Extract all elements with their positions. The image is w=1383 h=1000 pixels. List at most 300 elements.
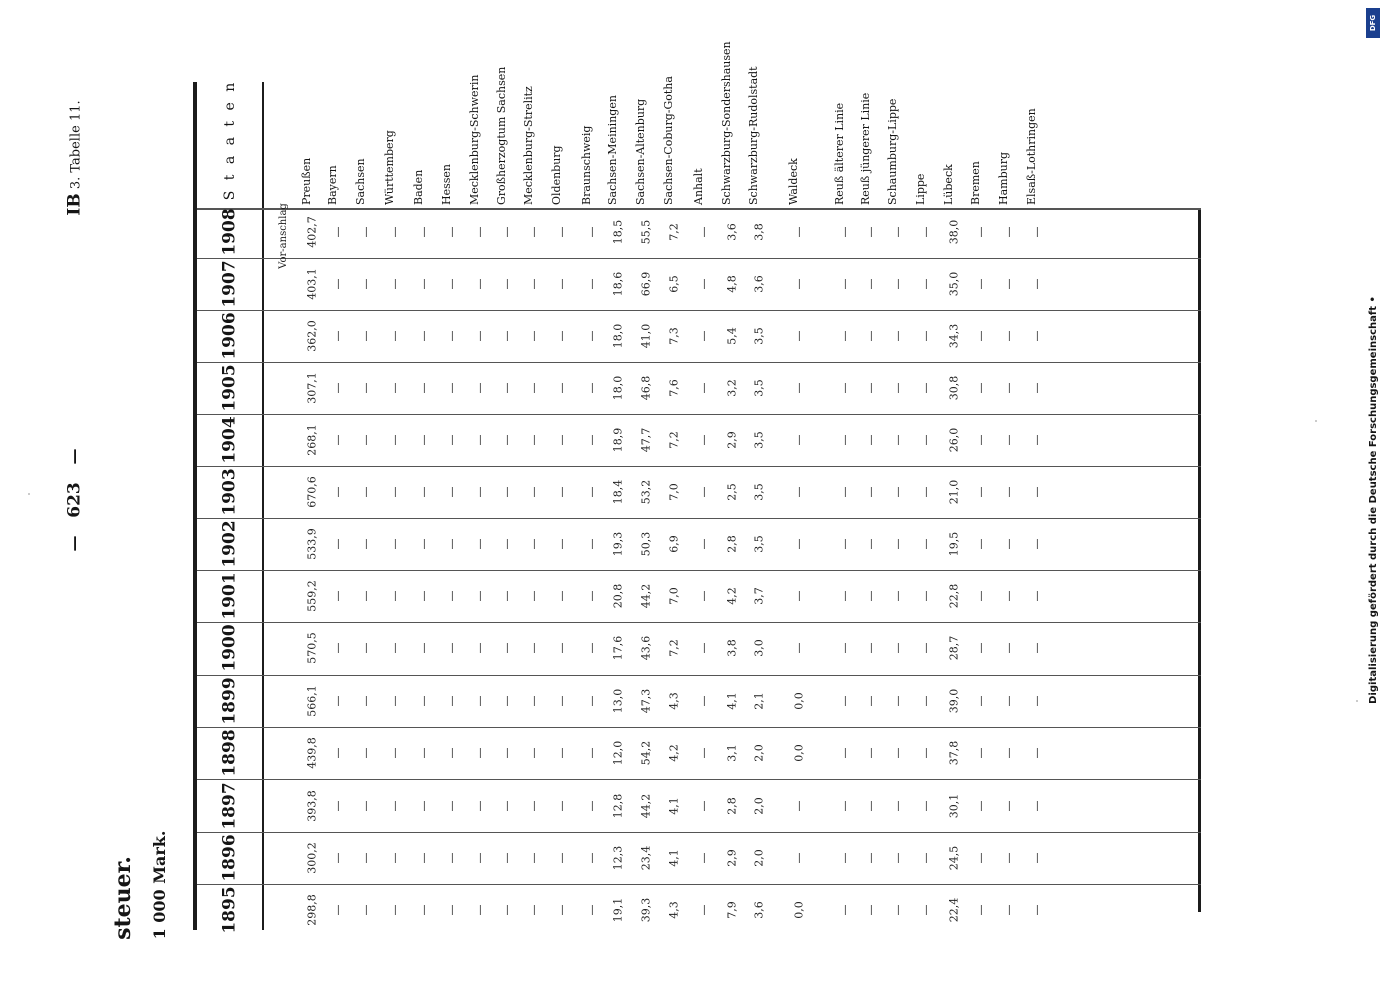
table-cell: — (919, 852, 933, 864)
table-cell: — (864, 800, 878, 812)
table-cell: — (1002, 642, 1016, 654)
table-cell: 7,9 (725, 901, 739, 919)
table-cell: — (891, 486, 905, 498)
table-cell: 22,4 (947, 897, 961, 923)
table-cell: — (331, 278, 345, 290)
table-cell: 7,2 (667, 431, 681, 449)
table-cell: — (555, 486, 569, 498)
table-cell: — (974, 747, 988, 759)
table-cell: — (838, 590, 852, 602)
table-cell: — (445, 747, 459, 759)
table-cell: — (417, 904, 431, 916)
table-cell: — (331, 695, 345, 707)
table-cell: — (792, 486, 806, 498)
table-cell: — (388, 747, 402, 759)
table-cell: — (555, 226, 569, 238)
state-name: Preußen (300, 157, 313, 205)
table-cell: 298,8 (305, 894, 319, 926)
table-cell: 46,8 (639, 375, 653, 401)
table-cell: — (445, 590, 459, 602)
table-cell: — (388, 330, 402, 342)
table-cell: — (919, 486, 933, 498)
table-cell: — (891, 330, 905, 342)
table-cell: — (919, 538, 933, 550)
table-cell: — (974, 226, 988, 238)
table-cell: — (792, 800, 806, 812)
table-cell: — (500, 330, 514, 342)
table-cell: — (919, 278, 933, 290)
table-cell: — (417, 434, 431, 446)
state-name: Schwarzburg-Rudolstadt (747, 66, 760, 205)
table-cell: — (838, 382, 852, 394)
table-cell: — (445, 278, 459, 290)
table-cell: 19,5 (947, 531, 961, 557)
table-cell: 3,8 (725, 639, 739, 657)
table-cell: — (331, 642, 345, 654)
table-cell: — (359, 904, 373, 916)
table-cell: — (527, 695, 541, 707)
table-cell: — (388, 642, 402, 654)
table-cell: — (359, 800, 373, 812)
table-cell: — (555, 852, 569, 864)
table-cell: — (473, 330, 487, 342)
table-cell: — (697, 226, 711, 238)
table-cell: — (1002, 800, 1016, 812)
table-cell: — (359, 852, 373, 864)
table-cell: — (417, 382, 431, 394)
year-header: 1900 (219, 624, 240, 672)
table-cell: — (1002, 278, 1016, 290)
table-bottom-rule (1198, 208, 1201, 912)
table-cell: 23,4 (639, 845, 653, 871)
table-cell: — (359, 538, 373, 550)
table-cell: — (919, 747, 933, 759)
table-cell: — (331, 747, 345, 759)
state-name: Elsaß-Lothringen (1025, 108, 1038, 205)
table-cell: — (838, 330, 852, 342)
table-cell: — (974, 800, 988, 812)
table-cell: — (555, 278, 569, 290)
table-cell: — (585, 852, 599, 864)
table-cell: 3,5 (752, 535, 766, 553)
table-cell: — (697, 486, 711, 498)
table-cell: 2,5 (725, 483, 739, 501)
table-cell: — (891, 642, 905, 654)
table-cell: — (388, 538, 402, 550)
page-title: steuer. (110, 856, 136, 940)
table-reference (64, 100, 85, 216)
table-cell: — (697, 590, 711, 602)
table-cell: — (697, 278, 711, 290)
table-cell: — (473, 747, 487, 759)
table-cell: 7,0 (667, 587, 681, 605)
dfg-credit: Digitalisierung gefördert durch die Deutsche Forschungsgemeinschaft • (1368, 296, 1379, 704)
table-cell: — (500, 382, 514, 394)
state-name: Sachsen (354, 158, 367, 205)
table-cell: — (445, 226, 459, 238)
table-cell: 3,6 (752, 275, 766, 293)
table-reference-prefix: IB (64, 193, 85, 216)
table-cell: — (473, 590, 487, 602)
state-name: Oldenburg (550, 145, 563, 205)
table-cell: — (792, 642, 806, 654)
table-cell: 30,1 (947, 793, 961, 819)
table-cell: — (555, 800, 569, 812)
table-cell: — (473, 278, 487, 290)
table-cell: 3,5 (752, 483, 766, 501)
table-cell: — (838, 226, 852, 238)
table-cell: 4,8 (725, 275, 739, 293)
table-cell: 6,9 (667, 535, 681, 553)
table-cell: — (417, 538, 431, 550)
table-cell: — (838, 852, 852, 864)
table-cell: — (388, 226, 402, 238)
table-cell: — (1030, 434, 1044, 446)
table-cell: — (1030, 852, 1044, 864)
table-cell: — (417, 330, 431, 342)
table-cell: — (974, 590, 988, 602)
table-cell: — (838, 800, 852, 812)
table-cell: — (359, 330, 373, 342)
table-cell: — (500, 800, 514, 812)
table-cell: — (585, 226, 599, 238)
table-cell: — (1030, 695, 1044, 707)
table-cell: — (331, 904, 345, 916)
table-cell: — (585, 330, 599, 342)
table-cell: 19,3 (611, 531, 625, 557)
table-cell: — (1002, 382, 1016, 394)
table-cell: — (500, 695, 514, 707)
table-cell: — (445, 330, 459, 342)
table-cell: — (838, 486, 852, 498)
table-cell: — (838, 747, 852, 759)
table-cell: — (527, 330, 541, 342)
table-cell: 18,6 (611, 271, 625, 297)
table-cell: 559,2 (305, 580, 319, 612)
table-cell: — (500, 747, 514, 759)
table-cell: 7,3 (667, 327, 681, 345)
table-cell: 4,1 (725, 692, 739, 710)
scan-speck (1315, 420, 1317, 422)
table-cell: — (500, 590, 514, 602)
state-name: Sachsen-Meiningen (606, 95, 619, 205)
table-cell: — (585, 382, 599, 394)
table-cell: — (473, 800, 487, 812)
table-cell: — (864, 278, 878, 290)
year-column-rule (197, 675, 1201, 676)
table-cell: — (891, 382, 905, 394)
table-cell: — (473, 642, 487, 654)
table-cell: — (331, 852, 345, 864)
page-number-dash-left: — (64, 535, 84, 552)
table-cell: — (919, 642, 933, 654)
year-column-rule (197, 570, 1201, 571)
table-cell: — (388, 904, 402, 916)
table-cell: 2,8 (725, 797, 739, 815)
table-cell: — (697, 800, 711, 812)
state-name: Waldeck (787, 158, 800, 205)
table-cell: — (445, 904, 459, 916)
scan-speck (28, 493, 30, 495)
year-header: 1899 (219, 677, 240, 725)
table-cell: 18,0 (611, 323, 625, 349)
table-cell: — (838, 642, 852, 654)
table-cell: — (388, 382, 402, 394)
table-cell: 44,2 (639, 583, 653, 609)
table-cell: — (974, 486, 988, 498)
state-name: Schwarzburg-Sondershausen (720, 41, 733, 205)
table-cell: — (974, 642, 988, 654)
table-cell: — (891, 226, 905, 238)
table-cell: — (1030, 904, 1044, 916)
table-cell: 37,8 (947, 740, 961, 766)
table-reference-suffix: 3. Tabelle 11. (68, 100, 84, 190)
table-cell: — (500, 226, 514, 238)
table-cell: 17,6 (611, 635, 625, 661)
table-cell: 20,8 (611, 583, 625, 609)
table-cell: — (1030, 382, 1044, 394)
year-column-rule (197, 466, 1201, 467)
table-cell: — (974, 434, 988, 446)
table-cell: — (838, 278, 852, 290)
table-cell: — (864, 642, 878, 654)
table-cell: — (388, 434, 402, 446)
table-cell: — (585, 747, 599, 759)
table-cell: — (473, 434, 487, 446)
table-cell: — (331, 226, 345, 238)
table-cell: — (864, 226, 878, 238)
table-cell: — (919, 226, 933, 238)
table-cell: — (974, 278, 988, 290)
table-cell: — (919, 590, 933, 602)
table-cell: — (792, 434, 806, 446)
table-cell: 47,7 (639, 427, 653, 453)
table-cell: — (555, 747, 569, 759)
table-cell: — (919, 800, 933, 812)
table-cell: 44,2 (639, 793, 653, 819)
page-number-value: 623 (64, 482, 85, 518)
table-cell: — (555, 695, 569, 707)
year-header: 1906 (219, 312, 240, 360)
table-cell: — (697, 852, 711, 864)
table-cell: — (974, 852, 988, 864)
table-cell: — (697, 330, 711, 342)
table-cell: — (864, 434, 878, 446)
table-cell: — (555, 434, 569, 446)
state-name: Schaumburg-Lippe (886, 98, 899, 205)
table-cell: — (697, 695, 711, 707)
table-cell: — (500, 486, 514, 498)
table-cell: — (919, 904, 933, 916)
year-column-rule (197, 258, 1201, 259)
table-cell: — (697, 538, 711, 550)
table-cell: 54,2 (639, 740, 653, 766)
table-cell: — (417, 800, 431, 812)
table-cell: 6,5 (667, 275, 681, 293)
scan-speck (1356, 700, 1358, 702)
state-name: Bayern (326, 165, 339, 205)
table-cell: — (417, 695, 431, 707)
table-cell: — (864, 538, 878, 550)
table-cell: — (527, 904, 541, 916)
table-cell: — (445, 800, 459, 812)
table-cell: 403,1 (305, 268, 319, 300)
year-column-rule (197, 884, 1201, 885)
table-cell: 670,6 (305, 476, 319, 508)
table-cell: — (445, 382, 459, 394)
table-cell: — (527, 226, 541, 238)
table-cell: — (1002, 330, 1016, 342)
table-cell: 3,8 (752, 223, 766, 241)
table-cell: 3,5 (752, 431, 766, 449)
table-cell: 2,9 (725, 431, 739, 449)
table-cell: — (555, 330, 569, 342)
table-cell: — (1002, 538, 1016, 550)
table-cell: — (500, 904, 514, 916)
table-cell: 3,7 (752, 587, 766, 605)
table-cell: 300,2 (305, 842, 319, 874)
year-column-rule (197, 622, 1201, 623)
table-cell: — (445, 695, 459, 707)
year-header: 1902 (219, 520, 240, 568)
table-cell: — (697, 904, 711, 916)
table-cell: — (1030, 538, 1044, 550)
table-cell: — (1002, 434, 1016, 446)
table-cell: 566,1 (305, 685, 319, 717)
table-cell: — (359, 226, 373, 238)
table-cell: 50,3 (639, 531, 653, 557)
table-cell: — (838, 904, 852, 916)
table-cell: — (555, 642, 569, 654)
table-cell: — (1030, 642, 1044, 654)
table-cell: — (473, 852, 487, 864)
table-cell: — (864, 330, 878, 342)
table-cell: 533,9 (305, 528, 319, 560)
table-cell: — (527, 434, 541, 446)
table-cell: 22,8 (947, 583, 961, 609)
table-cell: — (500, 278, 514, 290)
table-cell: — (417, 747, 431, 759)
table-cell: 439,8 (305, 737, 319, 769)
table-cell: 2,8 (725, 535, 739, 553)
table-cell: — (792, 382, 806, 394)
table-cell: — (585, 695, 599, 707)
table-cell: — (864, 486, 878, 498)
table-cell: — (473, 695, 487, 707)
table-cell: — (388, 852, 402, 864)
table-cell: — (838, 538, 852, 550)
state-name: Hamburg (997, 151, 1010, 205)
table-cell: — (359, 695, 373, 707)
year-header: 1903 (219, 468, 240, 516)
table-cell: — (473, 382, 487, 394)
year-header: 1905 (219, 364, 240, 412)
table-cell: — (500, 852, 514, 864)
table-cell: — (891, 695, 905, 707)
table-cell: — (792, 852, 806, 864)
table-cell: — (1030, 747, 1044, 759)
table-cell: 53,2 (639, 479, 653, 505)
table-cell: — (974, 904, 988, 916)
table-cell: — (919, 695, 933, 707)
year-header: 1904 (219, 416, 240, 464)
state-name: Sachsen-Altenburg (634, 98, 647, 205)
table-cell: — (585, 642, 599, 654)
table-cell: — (500, 642, 514, 654)
table-cell: — (1030, 486, 1044, 498)
table-cell: — (331, 538, 345, 550)
table-cell: — (792, 330, 806, 342)
year-column-rule (197, 362, 1201, 363)
table-cell: — (891, 747, 905, 759)
table-cell: 7,2 (667, 223, 681, 241)
table-cell: — (359, 747, 373, 759)
table-cell: — (1002, 590, 1016, 602)
table-cell: — (527, 486, 541, 498)
year-header: 1898 (219, 729, 240, 777)
table-cell: 5,4 (725, 327, 739, 345)
table-cell: 12,8 (611, 793, 625, 819)
table-cell: — (585, 434, 599, 446)
table-cell: 362,0 (305, 320, 319, 352)
table-cell: 30,8 (947, 375, 961, 401)
table-cell: — (974, 330, 988, 342)
table-cell: 4,2 (667, 744, 681, 762)
table-cell: — (792, 538, 806, 550)
table-cell: 21,0 (947, 479, 961, 505)
state-name: Mecklenburg-Strelitz (522, 86, 535, 205)
table-cell: — (1002, 904, 1016, 916)
table-cell: 307,1 (305, 372, 319, 404)
table-cell: — (974, 382, 988, 394)
table-cell: — (697, 747, 711, 759)
table-cell: — (891, 538, 905, 550)
table-cell: — (527, 538, 541, 550)
table-cell: — (891, 852, 905, 864)
table-cell: — (331, 434, 345, 446)
table-cell: — (359, 434, 373, 446)
table-cell: — (1002, 852, 1016, 864)
table-cell: 268,1 (305, 424, 319, 456)
year-header: 1897 (219, 782, 240, 830)
table-cell: — (417, 590, 431, 602)
table-cell: 7,0 (667, 483, 681, 501)
year-column-rule (197, 727, 1201, 728)
table-cell: — (1002, 226, 1016, 238)
table-cell: 66,9 (639, 271, 653, 297)
table-cell: 12,0 (611, 740, 625, 766)
table-cell: 3,5 (752, 379, 766, 397)
page-number (64, 448, 85, 552)
table-cell: — (864, 852, 878, 864)
table-cell: — (417, 486, 431, 498)
table-cell: — (1002, 695, 1016, 707)
table-cell: — (919, 330, 933, 342)
state-name: Bremen (969, 161, 982, 205)
table-cell: — (445, 852, 459, 864)
table-cell: 570,5 (305, 632, 319, 664)
table-cell: 393,8 (305, 790, 319, 822)
table-cell: 7,2 (667, 639, 681, 657)
table-cell: 4,3 (667, 901, 681, 919)
table-cell: — (417, 642, 431, 654)
table-cell: — (388, 590, 402, 602)
table-cell: — (585, 278, 599, 290)
dfg-logo (1366, 8, 1380, 38)
table-cell: 39,3 (639, 897, 653, 923)
table-cell: — (555, 382, 569, 394)
table-cell: — (473, 904, 487, 916)
